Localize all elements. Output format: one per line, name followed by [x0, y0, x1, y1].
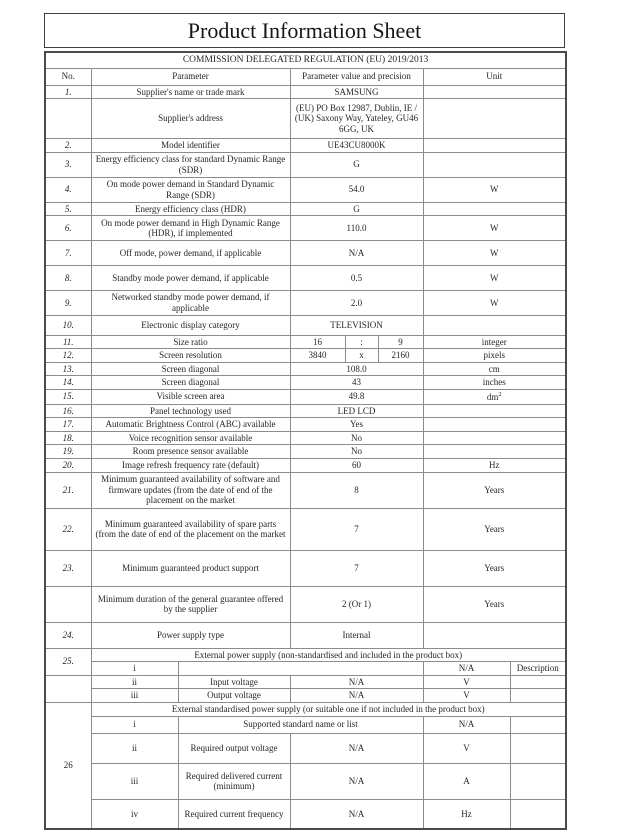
cell-unit	[423, 404, 566, 418]
cell-value: UE43CU8000K	[290, 139, 423, 153]
cell-parameter: Networked standby mode power demand, if applicable	[91, 291, 290, 315]
cell-unit: A	[423, 763, 510, 799]
cell-unit	[423, 389, 566, 404]
cell-parameter: Screen diagonal	[91, 376, 290, 390]
cell-resolution-vertical: 2160	[378, 349, 423, 363]
cell-no: 5.	[45, 202, 91, 216]
cell-value: 43	[290, 376, 423, 390]
table-row-20	[45, 459, 566, 473]
cell-unit: integer	[423, 335, 566, 349]
cell-no: 4.	[45, 177, 91, 202]
section-26-row-ii	[45, 733, 566, 763]
cell-value: G	[290, 152, 423, 177]
cell-unit: N/A	[423, 716, 510, 733]
cell-no: 12.	[45, 349, 91, 363]
cell-unit	[423, 445, 566, 459]
cell-resolution-separator: x	[345, 349, 378, 363]
cell-unit: cm	[423, 362, 566, 376]
cell-unit	[423, 139, 566, 153]
table-row-17	[45, 418, 566, 432]
cell-parameter: Model identifier	[91, 139, 290, 153]
cell-no: 23.	[45, 550, 91, 586]
cell-no: 14.	[45, 376, 91, 390]
page-title: Product Information Sheet	[44, 13, 565, 48]
table-row-16	[45, 404, 566, 418]
cell-parameter: Required delivered current (minimum)	[178, 763, 290, 799]
table-row-10	[45, 315, 566, 335]
cell-unit	[423, 622, 566, 648]
cell-parameter: Minimum guaranteed availability of spare parts (from the date of end of the placement on the market	[91, 508, 290, 550]
cell-parameter: Energy efficiency class for standard Dynamic Range (SDR)	[91, 152, 290, 177]
regulation-subtitle: COMMISSION DELEGATED REGULATION (EU) 2019/2013	[45, 52, 566, 68]
cell-resolution-horizontal: 3840	[290, 349, 345, 363]
cell-ratio-width: 16	[290, 335, 345, 349]
cell-unit	[423, 152, 566, 177]
cell-value: TELEVISION	[290, 315, 423, 335]
table-row-6	[45, 216, 566, 241]
cell-value: N/A	[290, 763, 423, 799]
table-row-24	[45, 622, 566, 648]
cell-unit	[423, 85, 566, 99]
cell-unit	[423, 431, 566, 445]
table-row-1	[45, 85, 566, 99]
cell-parameter: Automatic Brightness Control (ABC) available	[91, 418, 290, 432]
cell-unit: Hz	[423, 459, 566, 473]
cell-value: 7	[290, 550, 423, 586]
section-26-header: External standardised power supply (or suitable one if not included in the product box)	[91, 703, 566, 717]
cell-unit: Years	[423, 550, 566, 586]
cell-parameter: Supplier's name or trade mark	[91, 85, 290, 99]
cell-no: 1.	[45, 85, 91, 99]
cell-ratio-separator: :	[345, 335, 378, 349]
table-row-4	[45, 177, 566, 202]
cell-value: G	[290, 202, 423, 216]
cell-parameter: Voice recognition sensor available	[91, 431, 290, 445]
table-row-12	[45, 349, 566, 363]
unit-text: dm	[486, 391, 499, 402]
cell-no: 11.	[45, 335, 91, 349]
cell-value: N/A	[290, 799, 423, 829]
table-row-9	[45, 291, 566, 315]
cell-parameter: Energy efficiency class (HDR)	[91, 202, 290, 216]
cell-description	[510, 799, 566, 829]
cell-no: 3.	[45, 152, 91, 177]
header-unit: Unit	[423, 68, 566, 85]
table-row-22	[45, 508, 566, 550]
cell-parameter: Supplier's address	[91, 99, 290, 139]
cell-parameter: Screen diagonal	[91, 362, 290, 376]
cell-parameter: Minimum guaranteed availability of software and firmware updates (from the date of end of the placement on the market	[91, 472, 290, 508]
cell-no	[45, 586, 91, 622]
cell-parameter: Minimum duration of the general guarantee offered by the supplier	[91, 586, 290, 622]
cell-no: 20.	[45, 459, 91, 473]
cell-unit: Years	[423, 586, 566, 622]
cell-parameter: Supported standard name or list	[178, 716, 423, 733]
section-25-row-i	[45, 662, 566, 676]
table-row-3	[45, 152, 566, 177]
cell-unit: Years	[423, 508, 566, 550]
cell-blank	[178, 662, 423, 676]
table-row-5	[45, 202, 566, 216]
cell-unit: pixels	[423, 349, 566, 363]
cell-unit: W	[423, 177, 566, 202]
regulation-subtitle-row	[45, 52, 566, 68]
cell-no-25: 25.	[45, 648, 91, 675]
cell-unit: V	[423, 675, 510, 689]
cell-no: 17.	[45, 418, 91, 432]
cell-subindex: i	[91, 662, 178, 676]
cell-unit	[423, 202, 566, 216]
cell-value: 60	[290, 459, 423, 473]
cell-no-blank	[45, 675, 91, 702]
cell-value: 49.8	[290, 389, 423, 404]
table-row-18	[45, 431, 566, 445]
cell-parameter: Image refresh frequency rate (default)	[91, 459, 290, 473]
cell-value: No	[290, 445, 423, 459]
cell-value: 0.5	[290, 266, 423, 291]
section-26-row-i	[45, 716, 566, 733]
cell-description: Description	[510, 662, 566, 676]
section-25-header-row	[45, 648, 566, 662]
table-row-8	[45, 266, 566, 291]
cell-no: 22.	[45, 508, 91, 550]
cell-value: 2.0	[290, 291, 423, 315]
cell-value: SAMSUNG	[290, 85, 423, 99]
cell-no: 13.	[45, 362, 91, 376]
table-row-15	[45, 389, 566, 404]
cell-value: LED LCD	[290, 404, 423, 418]
header-no: No.	[45, 68, 91, 85]
cell-unit: Hz	[423, 799, 510, 829]
cell-no: 15.	[45, 389, 91, 404]
header-value: Parameter value and precision	[290, 68, 423, 85]
table-row-14	[45, 376, 566, 390]
header-parameter: Parameter	[91, 68, 290, 85]
cell-description	[510, 733, 566, 763]
cell-parameter: Standby mode power demand, if applicable	[91, 266, 290, 291]
cell-no: 2.	[45, 139, 91, 153]
cell-unit: N/A	[423, 662, 510, 676]
cell-parameter: On mode power demand in Standard Dynamic Range (SDR)	[91, 177, 290, 202]
cell-subindex: ii	[91, 733, 178, 763]
cell-unit	[423, 315, 566, 335]
cell-unit: W	[423, 291, 566, 315]
cell-no: 18.	[45, 431, 91, 445]
cell-unit: W	[423, 241, 566, 266]
section-25-header: External power supply (non-standardised and included in the product box)	[91, 648, 566, 662]
cell-no: 21.	[45, 472, 91, 508]
cell-unit: W	[423, 216, 566, 241]
product-info-table	[44, 51, 567, 830]
cell-unit: W	[423, 266, 566, 291]
cell-parameter: Panel technology used	[91, 404, 290, 418]
cell-value: No	[290, 431, 423, 445]
table-row-21	[45, 472, 566, 508]
cell-no: 7.	[45, 241, 91, 266]
table-row-13	[45, 362, 566, 376]
cell-parameter: Minimum guaranteed product support	[91, 550, 290, 586]
cell-no: 8.	[45, 266, 91, 291]
cell-no-26: 26	[45, 703, 91, 830]
cell-description	[510, 716, 566, 733]
cell-unit: Years	[423, 472, 566, 508]
cell-parameter: Room presence sensor available	[91, 445, 290, 459]
cell-unit	[423, 99, 566, 139]
table-row-23	[45, 550, 566, 586]
table-row-guarantee	[45, 586, 566, 622]
cell-value: (EU) PO Box 12987, Dublin, IE / (UK) Saxony Way, Yateley, GU46 6GG, UK	[290, 99, 423, 139]
cell-value: 7	[290, 508, 423, 550]
cell-subindex: i	[91, 716, 178, 733]
cell-subindex: iii	[91, 763, 178, 799]
cell-parameter: Size ratio	[91, 335, 290, 349]
cell-no: 9.	[45, 291, 91, 315]
cell-value: N/A	[290, 689, 423, 703]
table-row-19	[45, 445, 566, 459]
section-26-row-iii	[45, 763, 566, 799]
cell-unit	[423, 418, 566, 432]
section-26-row-iv	[45, 799, 566, 829]
cell-value: N/A	[290, 675, 423, 689]
cell-description	[510, 763, 566, 799]
table-header-row	[45, 68, 566, 85]
table-row-11	[45, 335, 566, 349]
cell-value: 8	[290, 472, 423, 508]
cell-description	[510, 689, 566, 703]
cell-value: 108.0	[290, 362, 423, 376]
cell-no	[45, 99, 91, 139]
cell-value: N/A	[290, 241, 423, 266]
table-row-7	[45, 241, 566, 266]
cell-description	[510, 675, 566, 689]
cell-no: 10.	[45, 315, 91, 335]
cell-value: 110.0	[290, 216, 423, 241]
cell-unit: inches	[423, 376, 566, 390]
cell-parameter: Power supply type	[91, 622, 290, 648]
cell-parameter: Electronic display category	[91, 315, 290, 335]
cell-parameter: Off mode, power demand, if applicable	[91, 241, 290, 266]
cell-value: Internal	[290, 622, 423, 648]
cell-no: 16.	[45, 404, 91, 418]
cell-subindex: ii	[91, 675, 178, 689]
cell-value: 2 (Or 1)	[290, 586, 423, 622]
cell-no: 19.	[45, 445, 91, 459]
table-row-2	[45, 139, 566, 153]
section-25-row-ii	[45, 675, 566, 689]
cell-unit: V	[423, 733, 510, 763]
cell-value: Yes	[290, 418, 423, 432]
unit-superscript: 2	[498, 390, 502, 398]
cell-parameter: Required output voltage	[178, 733, 290, 763]
cell-value: N/A	[290, 733, 423, 763]
cell-subindex: iv	[91, 799, 178, 829]
cell-no: 24.	[45, 622, 91, 648]
cell-subindex: iii	[91, 689, 178, 703]
cell-value: 54.0	[290, 177, 423, 202]
section-26-header-row	[45, 703, 566, 717]
cell-parameter: Screen resolution	[91, 349, 290, 363]
cell-unit: V	[423, 689, 510, 703]
cell-parameter: Output voltage	[178, 689, 290, 703]
cell-parameter: Required current frequency	[178, 799, 290, 829]
cell-parameter: Visible screen area	[91, 389, 290, 404]
cell-parameter: Input voltage	[178, 675, 290, 689]
table-row-supplier-address	[45, 99, 566, 139]
section-25-row-iii	[45, 689, 566, 703]
cell-parameter: On mode power demand in High Dynamic Range (HDR), if implemented	[91, 216, 290, 241]
cell-no: 6.	[45, 216, 91, 241]
cell-ratio-height: 9	[378, 335, 423, 349]
